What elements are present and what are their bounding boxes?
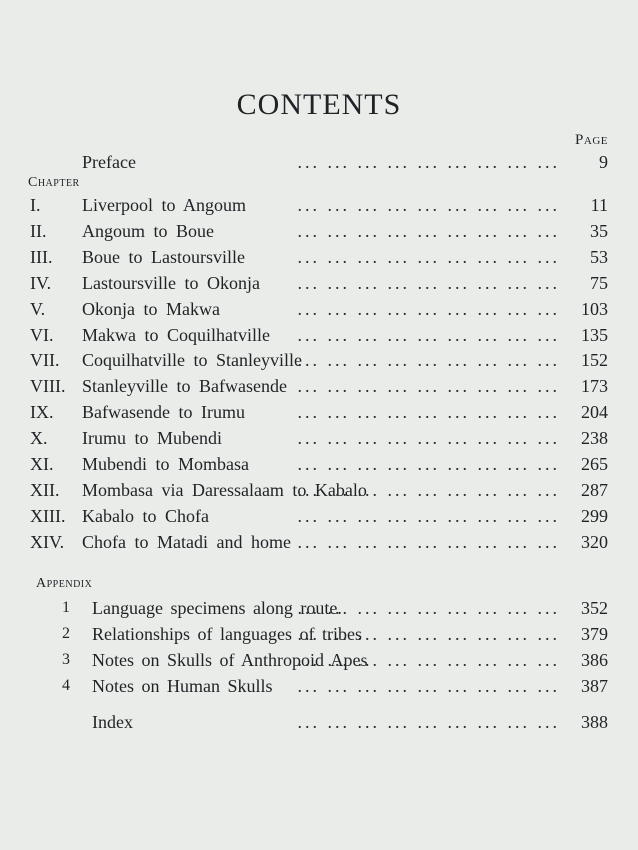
chapter-entry-title: Angoum to Boue — [82, 220, 214, 241]
chapter-entry-page: 103 — [581, 298, 608, 319]
chapter-entry-number: III. — [30, 246, 53, 267]
chapter-entry-number: XI. — [30, 454, 54, 474]
chapter-entry-page: 53 — [590, 246, 608, 267]
chapter-entry-title: Irumu to Mubendi — [82, 428, 222, 449]
appendix-entry-number: 3 — [62, 651, 70, 668]
appendix-entry-page: 386 — [581, 650, 608, 670]
chapter-entry — [0, 193, 638, 217]
chapter-entry — [0, 530, 638, 554]
chapter-entry-number: VII. — [30, 350, 60, 371]
chapter-entry — [0, 219, 638, 243]
leader-dots: ... ... ... ... ... ... ... ... ... — [297, 350, 560, 371]
appendix-entry-page: 352 — [581, 598, 608, 618]
appendix-entry-number: 1 — [62, 599, 70, 616]
chapter-entry — [0, 271, 638, 295]
preface-page: 9 — [599, 152, 608, 172]
appendix-heading: Appendix — [36, 576, 93, 591]
chapter-entry — [0, 478, 638, 502]
chapter-entry-title: Stanleyville to Bafwasende — [82, 376, 287, 397]
leader-dots: ... ... ... ... ... ... ... ... ... — [297, 428, 560, 449]
leader-dots: ... ... ... ... ... ... ... ... ... — [297, 272, 560, 293]
appendix-entry — [0, 596, 638, 620]
leader-dots: ... ... ... ... ... ... ... ... ... — [297, 479, 560, 500]
leader-dots: ... ... ... ... ... ... ... ... ... — [297, 298, 560, 319]
chapter-entry — [0, 400, 638, 424]
chapter-entry-page: 299 — [581, 505, 608, 526]
leader-dots: ... ... ... ... ... ... ... ... ... — [297, 650, 560, 670]
chapter-entry-page: 135 — [581, 324, 608, 345]
leader-dots: ... ... ... ... ... ... ... ... ... — [297, 402, 560, 423]
index-title: Index — [92, 712, 133, 732]
chapter-entry — [0, 245, 638, 269]
chapter-entry-page: 152 — [581, 350, 608, 371]
leader-dots: ... ... ... ... ... ... ... ... ... — [297, 712, 560, 732]
chapter-entry-number: V. — [30, 298, 46, 319]
leader-dots: ... ... ... ... ... ... ... ... ... — [297, 676, 560, 696]
appendix-entry-page: 379 — [581, 624, 608, 644]
chapter-entry-number: I. — [30, 195, 41, 215]
appendix-entry-title: Language specimens along route. — [92, 598, 342, 618]
chapter-entry-title: Lastoursville to Okonja — [82, 272, 260, 293]
chapter-entry-number: XII. — [30, 479, 60, 500]
chapter-entry — [0, 374, 638, 398]
index-entry — [0, 710, 638, 734]
chapter-entry-title: Chofa to Matadi and home — [82, 531, 291, 552]
leader-dots: ... ... ... ... ... ... ... ... ... — [297, 624, 560, 644]
preface-title: Preface — [82, 152, 136, 172]
chapter-entry — [0, 426, 638, 450]
chapter-entry-page: 287 — [581, 479, 608, 500]
appendix-entry — [0, 622, 638, 646]
chapter-entry-number: X. — [30, 428, 48, 449]
chapter-entry-title: Mombasa via Daressalaam to Kabalo — [82, 479, 367, 500]
appendix-entry — [0, 674, 638, 698]
chapter-entry-page: 265 — [581, 454, 608, 474]
chapter-entry-page: 11 — [590, 195, 608, 215]
appendix-entry-page: 387 — [581, 676, 608, 696]
chapter-entry-title: Boue to Lastoursville — [82, 246, 245, 267]
leader-dots: ... ... ... ... ... ... ... ... ... — [297, 246, 560, 267]
chapter-entry-page: 204 — [581, 402, 608, 423]
chapter-entry-number: IV. — [30, 272, 52, 293]
chapter-entry-page: 173 — [581, 376, 608, 397]
chapter-heading: Chapter — [28, 175, 80, 190]
chapter-entry-page: 35 — [590, 220, 608, 241]
leader-dots: ... ... ... ... ... ... ... ... ... — [297, 220, 560, 241]
leader-dots: ... ... ... ... ... ... ... ... ... — [297, 376, 560, 397]
index-page: 388 — [581, 712, 608, 732]
chapter-entry-title: Mubendi to Mombasa — [82, 454, 249, 474]
leader-dots: ... ... ... ... ... ... ... ... ... — [297, 531, 560, 552]
chapter-entry — [0, 452, 638, 476]
chapter-entry-number: II. — [30, 220, 47, 241]
chapter-entry — [0, 323, 638, 347]
chapter-heading-row — [0, 174, 638, 192]
chapter-entry-number: XIV. — [30, 531, 65, 552]
chapter-entry-title: Kabalo to Chofa — [82, 505, 209, 526]
chapter-entry-number: VIII. — [30, 376, 66, 397]
chapter-entry-title: Bafwasende to Irumu — [82, 402, 245, 423]
preface-entry — [0, 150, 638, 174]
leader-dots: ... ... ... ... ... ... ... ... ... — [297, 195, 560, 215]
chapter-entry-number: IX. — [30, 402, 54, 423]
chapter-entry-title: Okonja to Makwa — [82, 298, 220, 319]
page-title: CONTENTS — [236, 88, 402, 121]
leader-dots: ... ... ... ... ... ... ... ... ... — [297, 152, 560, 172]
chapter-entry-page: 320 — [581, 531, 608, 552]
chapter-entry — [0, 297, 638, 321]
chapter-entry-title: Liverpool to Angoum — [82, 195, 246, 215]
appendix-entry-number: 2 — [62, 625, 70, 642]
appendix-entry-title: Notes on Skulls of Anthropoid Apes — [92, 650, 368, 670]
leader-dots: ... ... ... ... ... ... ... ... ... — [297, 598, 560, 618]
leader-dots: ... ... ... ... ... ... ... ... ... — [297, 454, 560, 474]
chapter-entry-page: 75 — [590, 272, 608, 293]
chapter-entry — [0, 504, 638, 528]
appendix-entry — [0, 648, 638, 672]
page-column-header: Page — [575, 132, 608, 148]
appendix-entry-number: 4 — [62, 677, 70, 694]
chapter-entry-title: Coquilhatville to Stanleyville — [82, 350, 302, 371]
appendix-entry-title: Relationships of languages of tribes — [92, 624, 362, 644]
appendix-entry-title: Notes on Human Skulls — [92, 676, 273, 696]
leader-dots: ... ... ... ... ... ... ... ... ... — [297, 324, 560, 345]
chapter-entry-number: XIII. — [30, 505, 66, 526]
chapter-entry-number: VI. — [30, 324, 54, 345]
leader-dots: ... ... ... ... ... ... ... ... ... — [297, 505, 560, 526]
chapter-entry-page: 238 — [581, 428, 608, 449]
chapter-entry — [0, 348, 638, 372]
chapter-entry-title: Makwa to Coquilhatville — [82, 324, 270, 345]
appendix-heading-row — [0, 572, 638, 594]
